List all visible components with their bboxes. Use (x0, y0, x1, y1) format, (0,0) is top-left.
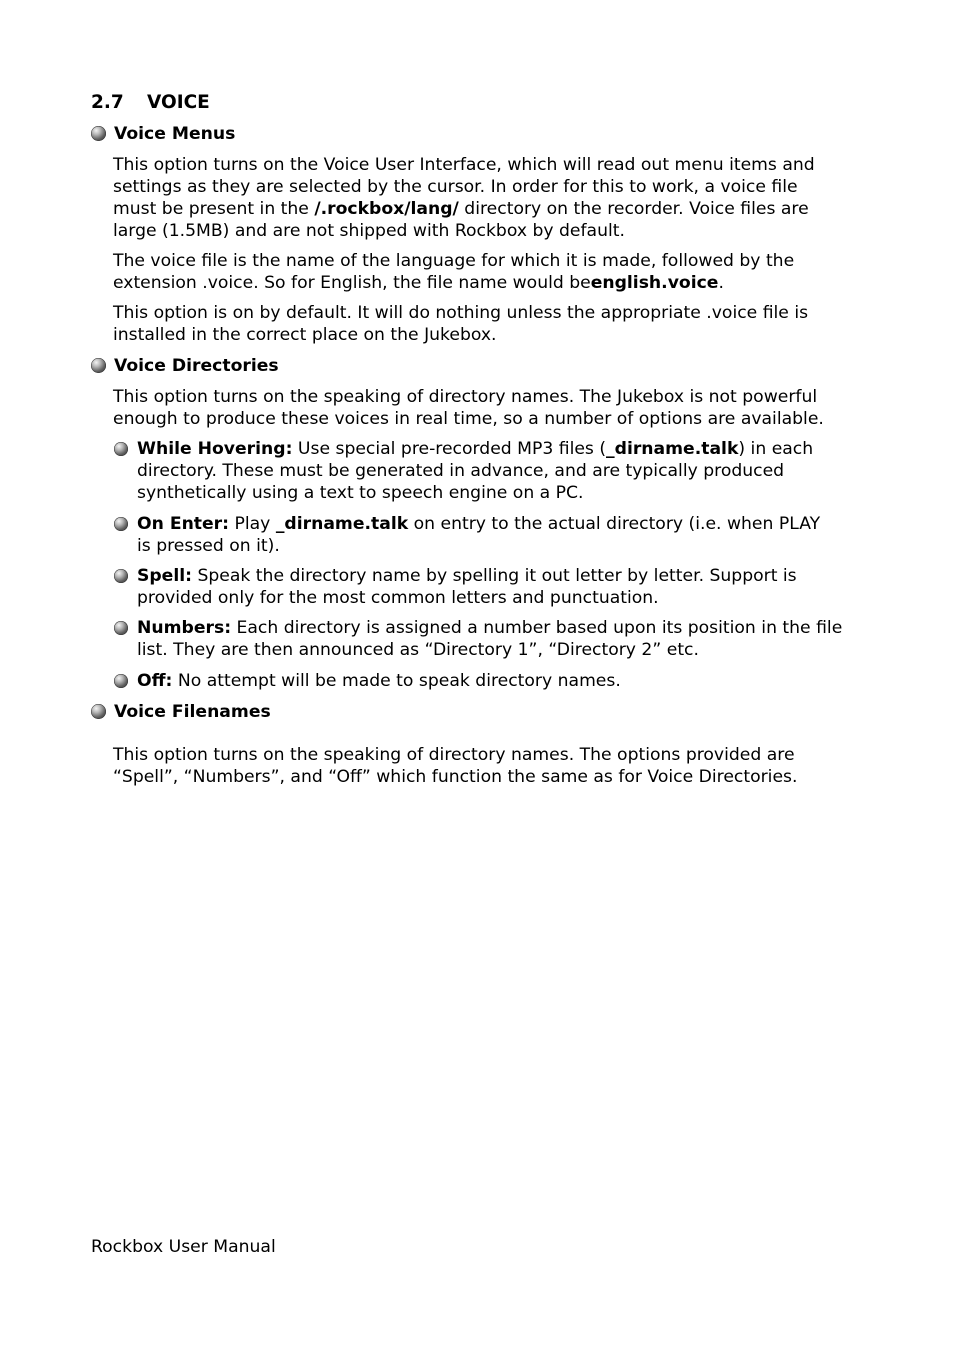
text-line (137, 617, 877, 639)
lang-path: /.rockbox/lang/ (314, 199, 459, 219)
text-run: Each directory is assigned a number based upon its position in the file (231, 618, 843, 638)
option-label: On Enter: (137, 514, 230, 534)
text-line: synthetically using a text to speech engine on a PC. (137, 483, 584, 503)
text-run: No attempt will be made to speak directory names. (172, 671, 621, 691)
text-run: extension .voice. So for English, the file name would be (113, 273, 591, 293)
text-line (137, 565, 877, 587)
text-run: on entry to the actual directory (i.e. when PLAY (408, 514, 821, 534)
text-line: The voice file is the name of the language for which it is made, followed by the (113, 251, 795, 271)
voice-menus-paragraph-3 (113, 302, 873, 346)
bullet-icon (91, 704, 106, 719)
voice-menus-title: Voice Menus (114, 124, 236, 144)
text-run: ) in each (738, 439, 814, 459)
text-line: “Spell”, “Numbers”, and “Off” which function the same as for Voice Directories. (113, 767, 798, 787)
bullet-icon (114, 517, 128, 531)
bullet-icon (114, 442, 128, 456)
section-heading (91, 91, 210, 115)
text-run: Play (229, 514, 276, 534)
text-run: Use special pre-recorded MP3 files ( (292, 439, 607, 459)
voice-filenames-heading (91, 701, 271, 723)
text-run: directory on the recorder. Voice files are (458, 199, 809, 219)
text-line: This option turns on the Voice User Interface, which will read out menu items and (113, 155, 815, 175)
text-line: This option is on by default. It will do nothing unless the appropriate .voice file is (113, 303, 809, 323)
text-line: large (1.5MB) and are not shipped with Rockbox by default. (113, 221, 625, 241)
text-line (113, 272, 873, 294)
text-line (137, 438, 877, 460)
option-label: Numbers: (137, 618, 232, 638)
text-line (113, 198, 873, 220)
text-line: list. They are then announced as “Directory 1”, “Directory 2” etc. (137, 640, 699, 660)
option-label: Off: (137, 671, 173, 691)
text-run: . (718, 273, 724, 293)
text-run: Speak the directory name by spelling it out letter by letter. Support is (192, 566, 797, 586)
text-line: This option turns on the speaking of directory names. The options provided are (113, 745, 795, 765)
section-number: 2.7 (91, 92, 124, 113)
section-title: VOICE (147, 92, 210, 113)
bullet-icon (91, 126, 106, 141)
voice-directories-heading (91, 355, 279, 377)
text-line: settings as they are selected by the cursor. In order for this to work, a voice file (113, 177, 798, 197)
talk-filename: _dirname.talk (275, 514, 409, 534)
voice-filename: english.voice (590, 273, 719, 293)
bullet-icon (114, 569, 128, 583)
voice-filenames-paragraph (113, 744, 873, 788)
bullet-icon (114, 621, 128, 635)
option-label: While Hovering: (137, 439, 293, 459)
text-line: This option turns on the speaking of directory names. The Jukebox is not powerful (113, 387, 818, 407)
text-line: is pressed on it). (137, 536, 280, 556)
voice-directories-intro (113, 386, 873, 430)
talk-filename: _dirname.talk (606, 439, 739, 459)
text-run: must be present in the (113, 199, 315, 219)
text-line (137, 513, 877, 535)
option-label: Spell: (137, 566, 192, 586)
voice-menus-heading (91, 123, 235, 145)
voice-menus-paragraph-2 (113, 250, 873, 294)
text-line: installed in the correct place on the Jukebox. (113, 325, 497, 345)
voice-directories-title: Voice Directories (114, 356, 279, 376)
text-line (137, 670, 877, 692)
text-line: directory. These must be generated in advance, and are typically produced (137, 461, 785, 481)
text-line: provided only for the most common letters and punctuation. (137, 588, 659, 608)
voice-menus-paragraph-1 (113, 154, 873, 242)
bullet-icon (91, 358, 106, 373)
bullet-icon (114, 674, 128, 688)
page-footer: Rockbox User Manual (91, 1237, 276, 1257)
voice-filenames-title: Voice Filenames (114, 702, 271, 722)
text-line: enough to produce these voices in real time, so a number of options are available. (113, 409, 824, 429)
